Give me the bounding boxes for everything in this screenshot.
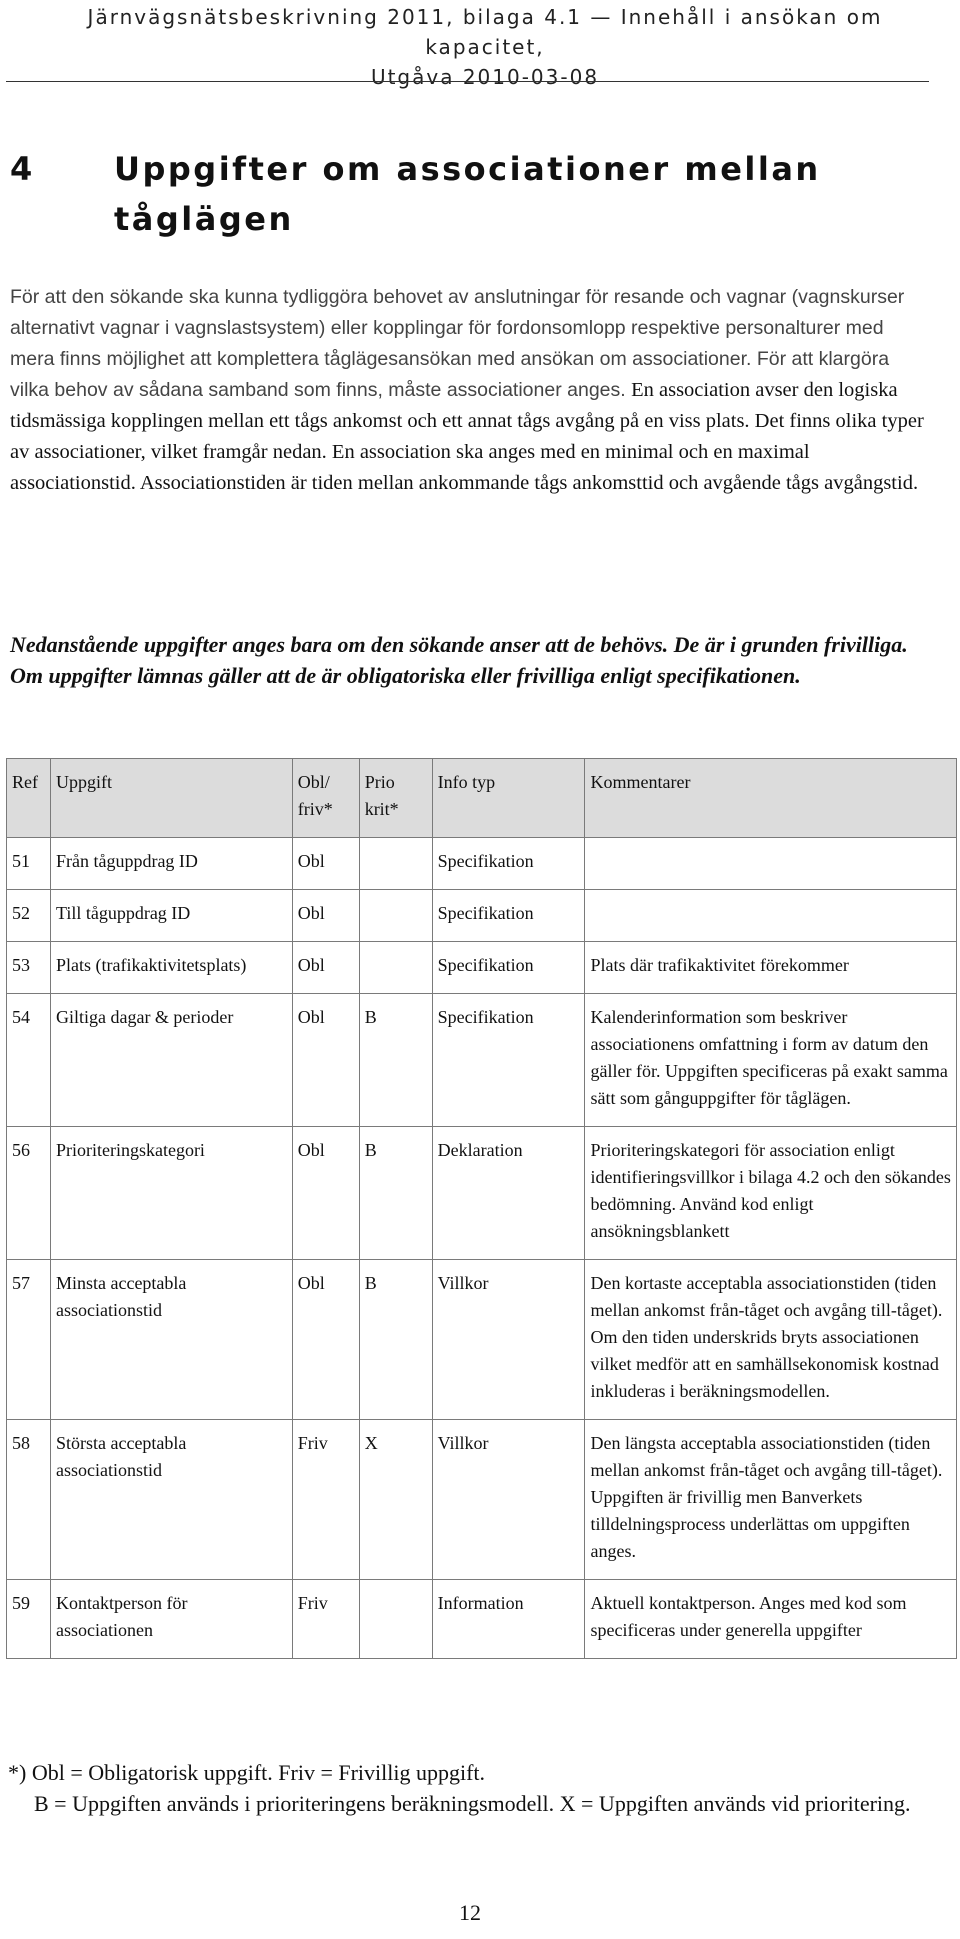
cell-kommentar: Den längsta acceptabla associationstiden (tiden mellan ankomst från-tåget och avgång till-tåget). Uppgiften är frivillig men Banverkets tilldelningsprocess underlättas om uppgiften anges. <box>585 1420 957 1580</box>
cell-obl: Obl <box>292 838 359 890</box>
table-header-row <box>7 759 957 838</box>
cell-prio <box>359 942 432 994</box>
cell-info: Specifikation <box>432 942 585 994</box>
chapter-number: 4 <box>10 150 35 188</box>
cell-obl: Obl <box>292 1127 359 1260</box>
footnote-line-1: *) Obl = Obligatorisk uppgift. Friv = Frivillig uppgift. <box>8 1760 486 1785</box>
cell-obl: Obl <box>292 890 359 942</box>
header-obl: Obl/ friv* <box>292 759 359 838</box>
cell-kommentar: Den kortaste acceptabla associationstiden (tiden mellan ankomst från-tåget och avgång till-tåget). Om den tiden underskrids bryts associationen vilket medför att en samhällsekonomisk kostnad inkluderas i beräkningsmodellen. <box>585 1260 957 1420</box>
cell-prio: B <box>359 994 432 1127</box>
cell-prio <box>359 1580 432 1659</box>
cell-uppgift: Till tåguppdrag ID <box>50 890 292 942</box>
cell-obl: Obl <box>292 942 359 994</box>
cell-uppgift: Minsta acceptabla associationstid <box>50 1260 292 1420</box>
cell-obl: Friv <box>292 1580 359 1659</box>
cell-kommentar: Kalenderinformation som beskriver associationens omfattning i form av datum den gäller för. Uppgiften specificeras på exakt samma sätt som gånguppgifter för tåglägen. <box>585 994 957 1127</box>
footnote-line-2: B = Uppgiften används i prioriteringens beräkningsmodell. X = Uppgiften används vid prioritering. <box>34 1791 911 1816</box>
cell-ref: 56 <box>7 1127 51 1260</box>
table-row <box>7 890 957 942</box>
cell-info: Specifikation <box>432 890 585 942</box>
intro-part-1: För att den sökande ska kunna tydliggöra behovet av anslutningar för resande och vagnar (vagnskurser alternativt vagnar i vagnslastsystem) eller kopplingar för fordonsomlopp respektive personalturer med mera finns möjlighet att komplettera tåglägesansökan med ansökan om associationer. För att klargöra vilka behov av sådana samband som finns, måste associationer anges. <box>10 286 905 401</box>
table-row <box>7 1260 957 1420</box>
voluntary-note: Nedanstående uppgifter anges bara om den sökande anser att de behövs. De är i grunden frivilliga. Om uppgifter lämnas gäller att de är obligatoriska eller frivilliga enligt specifikationen. <box>10 632 908 688</box>
cell-info: Deklaration <box>432 1127 585 1260</box>
intro-part-2: En association avser den logiska tidsmässiga kopplingen mellan ett tågs ankomst och ett annat tågs avgång på en viss plats. Det finns olika typer av associationer, vilket framgår nedan. En association ska anges med en minimal och en maximal associationstid. Associationstiden är tiden mellan ankommande tågs ankomsttid och avgående tågs avgångstid. <box>10 379 924 494</box>
cell-prio: X <box>359 1420 432 1580</box>
association-table <box>6 758 957 1659</box>
cell-ref: 54 <box>7 994 51 1127</box>
cell-uppgift: Plats (trafikaktivitetsplats) <box>50 942 292 994</box>
cell-info: Specifikation <box>432 838 585 890</box>
cell-ref: 51 <box>7 838 51 890</box>
cell-uppgift: Giltiga dagar & perioder <box>50 994 292 1127</box>
header-line-2: Utgåva 2010-03-08 <box>370 65 600 89</box>
header-line-1: Järnvägsnätsbeskrivning 2011, bilaga 4.1 — Innehåll i ansökan om kapacitet, <box>87 5 883 59</box>
chapter-title: Uppgifter om associationer mellan tåglägen <box>114 150 821 238</box>
cell-prio: B <box>359 1127 432 1260</box>
cell-uppgift: Kontaktperson för associationen <box>50 1580 292 1659</box>
table-row <box>7 1580 957 1659</box>
cell-ref: 57 <box>7 1260 51 1420</box>
table-row <box>7 838 957 890</box>
header-kommentar: Kommentarer <box>585 759 957 838</box>
cell-ref: 53 <box>7 942 51 994</box>
cell-obl: Friv <box>292 1420 359 1580</box>
cell-ref: 58 <box>7 1420 51 1580</box>
header-ref: Ref <box>7 759 51 838</box>
cell-kommentar <box>585 838 957 890</box>
header-info: Info typ <box>432 759 585 838</box>
table-row <box>7 1420 957 1580</box>
cell-prio <box>359 838 432 890</box>
header-uppgift: Uppgift <box>50 759 292 838</box>
cell-ref: 59 <box>7 1580 51 1659</box>
cell-info: Information <box>432 1580 585 1659</box>
cell-kommentar: Aktuell kontaktperson. Anges med kod som specificeras under generella uppgifter <box>585 1580 957 1659</box>
cell-prio <box>359 890 432 942</box>
cell-kommentar: Prioriteringskategori för association enligt identifieringsvillkor i bilaga 4.2 och den sökandes bedömning. Använd kod enligt ansökningsblankett <box>585 1127 957 1260</box>
cell-uppgift: Från tåguppdrag ID <box>50 838 292 890</box>
footnote <box>8 1757 928 1819</box>
cell-prio: B <box>359 1260 432 1420</box>
cell-kommentar <box>585 890 957 942</box>
header-prio: Prio krit* <box>359 759 432 838</box>
cell-obl: Obl <box>292 994 359 1127</box>
cell-uppgift: Största acceptabla associationstid <box>50 1420 292 1580</box>
cell-obl: Obl <box>292 1260 359 1420</box>
cell-uppgift: Prioriteringskategori <box>50 1127 292 1260</box>
cell-info: Villkor <box>432 1260 585 1420</box>
table-row <box>7 942 957 994</box>
page-number: 12 <box>459 1900 481 1925</box>
cell-kommentar: Plats där trafikaktivitet förekommer <box>585 942 957 994</box>
running-header <box>40 2 930 92</box>
header-rule <box>6 81 929 82</box>
cell-ref: 52 <box>7 890 51 942</box>
table-row <box>7 994 957 1127</box>
table-row <box>7 1127 957 1260</box>
intro-paragraph <box>10 282 930 499</box>
cell-info: Villkor <box>432 1420 585 1580</box>
cell-info: Specifikation <box>432 994 585 1127</box>
